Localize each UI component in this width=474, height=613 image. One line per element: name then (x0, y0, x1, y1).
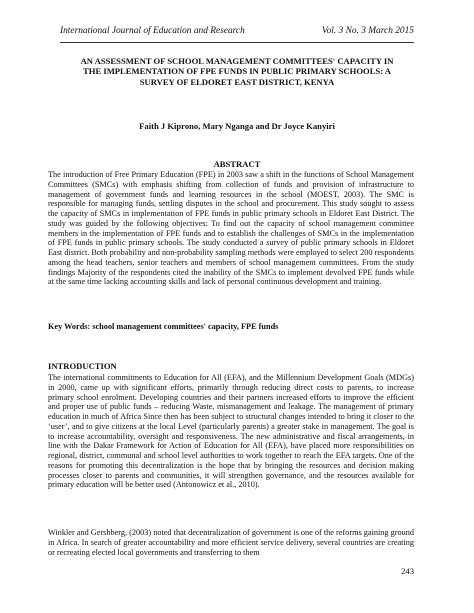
author-list: Faith J Kiprono, Mary Nganga and Dr Joyce Kanyiri (139, 121, 335, 131)
abstract-heading: ABSTRACT (213, 159, 261, 169)
keywords-label: Key Words (48, 322, 88, 331)
keywords-value: : school management committees' capacity, FPE funds (87, 322, 279, 331)
page-number: 243 (401, 566, 414, 576)
journal-name: International Journal of Education and Research (60, 26, 245, 36)
keywords-line (48, 322, 414, 331)
running-header (60, 26, 414, 36)
header-rule (60, 42, 414, 43)
abstract-text: The introduction of Free Primary Education (FPE) in 2003 saw a shift in the functions of School Management Committees (SMCs) with emphasis shifting from collection of funds and provision of infrastructure to management of government funds and learning resources in the school (MOEST, 2003). The SMC is responsible for managing funds, settling disputes in the school and procurement. This study sought to assess the capacity of SMCs in implementation of FPE funds in public primary schools in Eldoret East District. The study was guided by the following objectives: To find out the capacity of school management committee members in the implementation of FPE funds and to establish the challenges of SMCs in the implementation of FPE funds in public primary schools. The study conducted a survey of public primary schools in Eldoret East district. Both probability and non-probability sampling methods were employed to select 200 respondents among the head teachers, senior teachers and members of school management committees. From the study findings Majority of the respondents cited the inability of the SMCs to implement devolved FPE funds while at the same time lacking accounting skills and lack of personal continuous development and training. (48, 170, 414, 287)
volume-issue: Vol. 3 No. 3 March 2015 (321, 26, 414, 36)
paper-title: AN ASSESSMENT OF SCHOOL MANAGEMENT COMMITTEES' CAPACITY IN THE IMPLEMENTATION OF FPE FUNDS IN PUBLIC PRIMARY SCHOOLS: A SURVEY OF ELDORET EAST DISTRICT, KENYA (80, 56, 394, 87)
introduction-heading: INTRODUCTION (48, 361, 117, 371)
introduction-paragraph: The international commitments to Education for All (EFA), and the Millennium Development Goals (MDGs) in 2000, came up with significant efforts, primarily through reducing direct costs to parents, to increase primary school enrolment. Developing countries and their partners increased efforts to improve the efficient and proper use of public funds – reducing Waste, mismanagement and leakage. The management of primary education in much of Africa Since then has been subject to structural changes intended to bring it closer to the ‘user’, and to give citizens at the local Level (particularly parents) a greater stake in management. The goal is to increase accountability, oversight and responsiveness. The new administrative and fiscal arrangements, in line with the Dakar Framework for Action of Education for All (EFA), have placed more responsibilities on regional, district, communal and school level authorities to work together to reach the EFA targets. One of the reasons for promoting this decentralization is the hope that by bringing the resources and decision making processes closer to parents and communities, it will strengthen governance, and the resources available for primary education will be better used (Antonowicz et al., 2010). (48, 373, 414, 490)
introduction-paragraph-2: Winkler and Gershberg, (2003) noted that decentralization of government is one of the reforms gaining ground in Africa. In search of greater accountability and more efficient service delivery, several countries are creating or recreating elected local governments and transferring to them (48, 528, 414, 557)
